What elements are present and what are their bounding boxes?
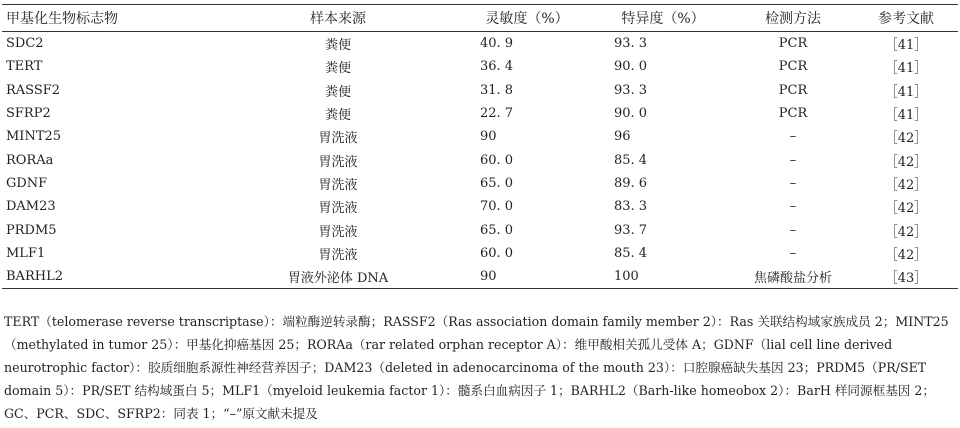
sample-source-cell: 胃液外泌体 DNA bbox=[287, 271, 389, 287]
table-body bbox=[2, 32, 958, 289]
specificity-cell: 90. 0 bbox=[614, 59, 648, 75]
table-footnote: TERT（telomerase reverse transcriptase）：端粒酶逆转录酶；RASSF2（Ras association domain family member 2）：Ras 关联结构域家族成员 2；MINT25（methylated in tumor 25）：甲基化抑癌基因 25；RORAa（rar related orphan receptor A）：维甲酸相关孤儿受体 A；GDNF（lial cell line derived neurotrophic factor）：胶质细胞系源性神经营养因子；DAM23（deleted in adenocarcinoma of the mouth 23）：口腔腺癌缺失基因 23；PRDM5（PR/SET domain 5）：PR/SET 结构域蛋白 5；MLF1（myeloid leukemia factor 1）：髓系白血病因子 1；BARHL2（Barh-like homeobox 2）：BarH 样同源框基因 2；GC、PCR、SDC、SFRP2：同表 1；“–”原文献未提及 bbox=[4, 314, 949, 421]
reference-cell: ［42］ bbox=[884, 177, 928, 193]
reference-cell: ［41］ bbox=[884, 84, 928, 100]
table-row bbox=[2, 242, 958, 265]
sensitivity-cell: 70. 0 bbox=[480, 199, 514, 215]
reference-cell: ［43］ bbox=[884, 271, 928, 287]
header-specificity: 特异度（%） bbox=[621, 11, 705, 27]
sample-source-cell: 胃洗液 bbox=[318, 131, 358, 147]
biomarker-cell: MINT25 bbox=[6, 129, 62, 145]
reference-cell: ［41］ bbox=[884, 38, 928, 54]
method-cell: – bbox=[789, 245, 797, 261]
table-header-row bbox=[2, 5, 958, 32]
sample-source-cell: 粪便 bbox=[324, 61, 351, 77]
table-row bbox=[2, 125, 958, 148]
reference-cell: ［42］ bbox=[884, 201, 928, 217]
table-row bbox=[2, 79, 958, 102]
biomarker-cell: TERT bbox=[6, 59, 43, 75]
sensitivity-cell: 65. 0 bbox=[480, 222, 514, 238]
sample-source-cell: 胃洗液 bbox=[318, 247, 358, 263]
method-cell: PCR bbox=[778, 82, 808, 98]
biomarker-cell: RORAa bbox=[6, 152, 54, 168]
biomarker-cell: PRDM5 bbox=[6, 222, 57, 238]
specificity-cell: 93. 3 bbox=[614, 36, 648, 52]
method-cell: PCR bbox=[778, 36, 808, 52]
specificity-cell: 85. 4 bbox=[614, 152, 648, 168]
reference-cell: ［42］ bbox=[884, 131, 928, 147]
header-sensitivity: 灵敏度（%） bbox=[485, 11, 569, 27]
reference-cell: ［42］ bbox=[884, 154, 928, 170]
table-row bbox=[2, 265, 958, 289]
sensitivity-cell: 65. 0 bbox=[480, 175, 514, 191]
sample-source-cell: 胃洗液 bbox=[318, 201, 358, 217]
specificity-cell: 89. 6 bbox=[614, 175, 648, 191]
specificity-cell: 90. 0 bbox=[614, 106, 648, 122]
specificity-cell: 93. 7 bbox=[614, 222, 648, 238]
header-reference: 参考文献 bbox=[878, 11, 934, 27]
biomarker-cell: BARHL2 bbox=[6, 269, 63, 285]
table-row bbox=[2, 218, 958, 241]
biomarker-cell: DAM23 bbox=[6, 199, 56, 215]
biomarker-cell: RASSF2 bbox=[6, 82, 61, 98]
sensitivity-cell: 31. 8 bbox=[480, 82, 514, 98]
method-cell: – bbox=[789, 129, 797, 145]
specificity-cell: 100 bbox=[614, 269, 639, 285]
method-cell: – bbox=[789, 175, 797, 191]
biomarker-table bbox=[2, 4, 958, 289]
specificity-cell: 85. 4 bbox=[614, 245, 648, 261]
specificity-cell: 83. 3 bbox=[614, 199, 648, 215]
reference-cell: ［42］ bbox=[884, 247, 928, 263]
sensitivity-cell: 60. 0 bbox=[480, 152, 514, 168]
table-row bbox=[2, 195, 958, 218]
sensitivity-cell: 90 bbox=[480, 269, 497, 285]
method-cell: PCR bbox=[778, 106, 808, 122]
reference-cell: ［41］ bbox=[884, 61, 928, 77]
table-row bbox=[2, 102, 958, 125]
sensitivity-cell: 60. 0 bbox=[480, 245, 514, 261]
sample-source-cell: 粪便 bbox=[324, 84, 351, 100]
sensitivity-cell: 22. 7 bbox=[480, 106, 514, 122]
table-row bbox=[2, 148, 958, 171]
sensitivity-cell: 36. 4 bbox=[480, 59, 514, 75]
biomarker-cell: SDC2 bbox=[6, 36, 44, 52]
method-cell: 焦磷酸盐分析 bbox=[753, 271, 832, 287]
header-method: 检测方法 bbox=[765, 11, 821, 27]
method-cell: – bbox=[789, 152, 797, 168]
header-biomarker: 甲基化生物标志物 bbox=[6, 11, 118, 27]
table-row bbox=[2, 172, 958, 195]
sample-source-cell: 粪便 bbox=[324, 108, 351, 124]
table-row bbox=[2, 32, 958, 56]
biomarker-cell: GDNF bbox=[6, 175, 48, 191]
biomarker-cell: MLF1 bbox=[6, 245, 46, 261]
table-row bbox=[2, 55, 958, 78]
sensitivity-cell: 90 bbox=[480, 129, 497, 145]
method-cell: PCR bbox=[778, 59, 808, 75]
sensitivity-cell: 40. 9 bbox=[480, 36, 514, 52]
specificity-cell: 93. 3 bbox=[614, 82, 648, 98]
sample-source-cell: 粪便 bbox=[324, 38, 351, 54]
sample-source-cell: 胃洗液 bbox=[318, 154, 358, 170]
biomarker-cell: SFRP2 bbox=[6, 106, 51, 122]
header-sample-source: 样本来源 bbox=[310, 11, 366, 27]
reference-cell: ［42］ bbox=[884, 224, 928, 240]
method-cell: – bbox=[789, 222, 797, 238]
sample-source-cell: 胃洗液 bbox=[318, 177, 358, 193]
sample-source-cell: 胃洗液 bbox=[318, 224, 358, 240]
method-cell: – bbox=[789, 199, 797, 215]
specificity-cell: 96 bbox=[614, 129, 631, 145]
reference-cell: ［41］ bbox=[884, 108, 928, 124]
